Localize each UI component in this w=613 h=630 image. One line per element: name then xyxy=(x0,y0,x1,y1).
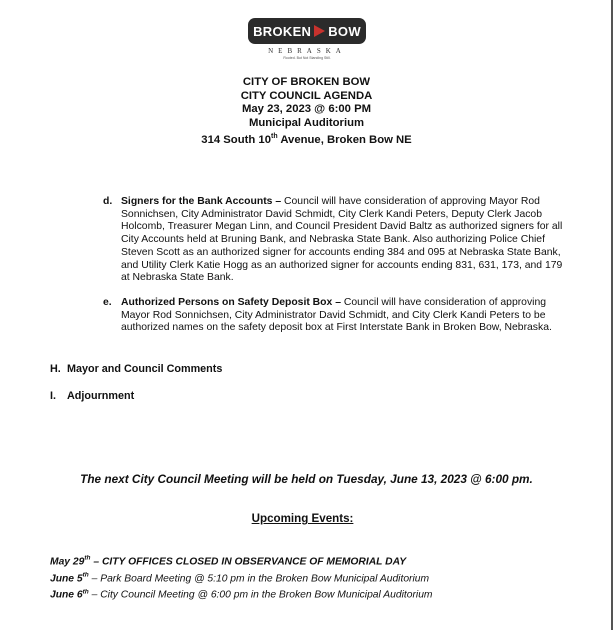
header-city: CITY OF BROKEN BOW xyxy=(242,76,371,88)
agenda-item-d xyxy=(103,196,563,285)
event-item xyxy=(50,569,433,586)
event-date-sup: th xyxy=(84,555,91,562)
header-address-end: Avenue, Broken Bow NE xyxy=(277,133,412,146)
header-title: CITY COUNCIL AGENDA xyxy=(240,89,373,102)
logo-right-word: BOW xyxy=(328,23,361,39)
section-title: Mayor and Council Comments xyxy=(67,363,223,375)
agenda-header xyxy=(0,76,613,147)
event-item xyxy=(50,585,433,602)
event-date-sup: th xyxy=(82,571,89,579)
event-date: June 6 xyxy=(50,589,83,601)
logo-left-word: BROKEN xyxy=(253,23,312,39)
logo-badge xyxy=(248,18,366,44)
header-address-sup: th xyxy=(270,133,278,140)
agenda-item-e xyxy=(103,297,563,335)
logo-state: NEBRASKA xyxy=(268,47,346,55)
item-body xyxy=(121,196,563,285)
event-text: – City Council Meeting @ 6:00 pm in the Broken Bow Municipal Auditorium xyxy=(88,589,433,601)
section-adjournment xyxy=(50,390,134,402)
header-venue: Municipal Auditorium xyxy=(248,116,365,129)
section-mayor-council-comments xyxy=(50,363,222,375)
city-logo xyxy=(248,18,366,60)
section-title: Adjournment xyxy=(67,390,135,402)
item-letter: e. xyxy=(103,297,112,308)
logo-tagline: Rooted. But Not Standing Still. xyxy=(283,56,331,60)
event-date-sup: th xyxy=(82,588,89,596)
event-date: May 29 xyxy=(50,556,85,568)
section-letter: H. xyxy=(50,363,61,375)
upcoming-events-list xyxy=(50,552,433,602)
item-body xyxy=(121,297,563,335)
event-text: – Park Board Meeting @ 5:10 pm in the Broken Bow Municipal Auditorium xyxy=(88,573,430,585)
item-lead: Authorized Persons on Safety Deposit Box – xyxy=(121,297,341,308)
arrow-icon xyxy=(314,25,325,37)
header-address xyxy=(0,130,613,147)
event-item xyxy=(50,552,433,569)
upcoming-events-title: Upcoming Events: xyxy=(251,512,354,525)
item-text: Council will have consideration of approving Mayor Rod Sonnichsen, City Administrator David Schmidt, and City Clerk Kandi Peters to be authorized names on the safety deposit box at First Interstate Bank in Broken Bow, Nebraska. xyxy=(121,297,552,334)
next-meeting-notice: The next City Council Meeting will be held on Tuesday, June 13, 2023 @ 6:00 pm. xyxy=(80,472,533,486)
header-address-start: 314 South 10 xyxy=(201,133,271,146)
section-letter: I. xyxy=(50,390,56,402)
header-date: May 23, 2023 @ 6:00 PM xyxy=(241,103,372,115)
item-lead: Signers for the Bank Accounts – xyxy=(121,196,282,207)
item-text: Council will have consideration of approving Mayor Rod Sonnichsen, City Administrator David Schmidt, City Clerk Kandi Peters, Deputy Clerk Jacob Holcomb, Treasurer Megan Linn, and Council President David Baltz as authorized signers for all City Accounts held at Bruning Bank, and Nebraska State Bank. Also authorizing Police Chief Steven Scott as an authorized signer for accounts ending 384 and 095 at Nebraska State Bank, and Utility Clerk Katie Hogg as an authorized signer for accounts ending 831, 631, 173, and 179 at Nebraska State Bank. xyxy=(121,196,563,284)
item-letter: d. xyxy=(103,196,113,207)
event-text: – CITY OFFICES CLOSED IN OBSERVANCE OF MEMORIAL DAY xyxy=(90,556,407,568)
event-date: June 5 xyxy=(50,573,83,585)
